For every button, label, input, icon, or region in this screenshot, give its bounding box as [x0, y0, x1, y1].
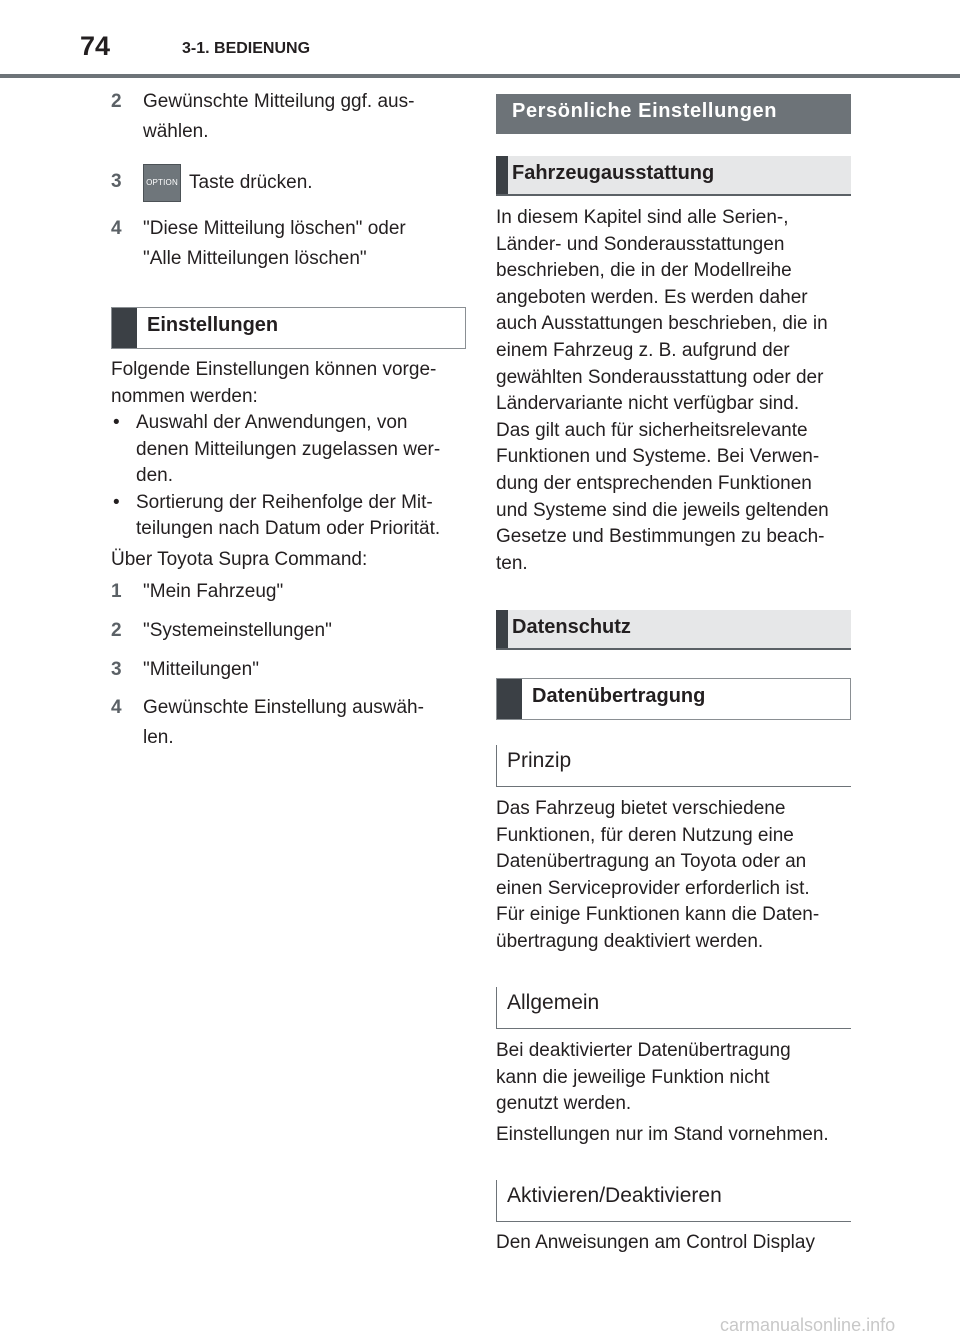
heading-bar: [497, 679, 522, 719]
text-line: angeboten werden. Es werden daher: [496, 286, 808, 308]
heading-bar: [496, 156, 508, 194]
page-header: [0, 0, 960, 80]
text-line: Bei deaktivierter Datenübertragung: [496, 1040, 791, 1061]
text-line: dung der entsprechenden Funktionen: [496, 472, 812, 494]
allgemein-paragraph: [496, 1038, 852, 1118]
step-text-line: Taste drücken.: [189, 172, 313, 194]
text-line: einem Fahrzeug z. B. aufgrund der: [496, 339, 790, 361]
bullet-item: [111, 410, 466, 490]
step-number: 2: [111, 620, 122, 641]
heading-prinzip: [496, 745, 851, 787]
step-number: 3: [111, 171, 122, 192]
watermark: carmanualsonline.info: [720, 1315, 896, 1335]
step-text: "Mitteilungen": [143, 659, 259, 680]
text-line: auch Ausstattungen beschrieben, die in: [496, 313, 828, 335]
step-text: "Systemeinstellungen": [143, 620, 332, 641]
text-line: In diesem Kapitel sind alle Serien-,: [496, 207, 789, 228]
text-line: Das Fahrzeug bietet verschiedene: [496, 798, 786, 819]
page-number: 74: [80, 31, 111, 61]
text-line: ten.: [496, 552, 528, 574]
step-text: [143, 87, 463, 147]
step-text-line: Gewünschte Einstellung auswäh-: [143, 697, 424, 718]
prinzip-paragraph: [496, 796, 852, 956]
step-text-line: "Alle Mitteilungen löschen": [143, 248, 367, 269]
text-line: Ländervariante nicht verfügbar sind.: [496, 393, 800, 415]
via-command-text: Über Toyota Supra Command:: [111, 549, 368, 570]
step-number: 3: [111, 659, 122, 680]
section-title-label: Persönliche Einstellungen: [512, 100, 778, 122]
text-line: denen Mitteilungen zugelassen wer-: [136, 438, 441, 460]
step-text-line: len.: [143, 727, 174, 748]
text-line: • Auswahl der Anwendungen, von: [136, 412, 408, 433]
text-line: übertragung deaktiviert werden.: [496, 930, 764, 952]
allgemein-paragraph-2: Einstellungen nur im Stand vornehmen.: [496, 1124, 829, 1145]
text-line: einen Serviceprovider erforderlich ist.: [496, 877, 810, 899]
step-text-line: Gewünschte Mitteilung ggf. aus-: [143, 91, 415, 112]
step-text: "Mein Fahrzeug": [143, 581, 284, 602]
text-line: kann die jeweilige Funktion nicht: [496, 1066, 770, 1088]
text-line: Für einige Funktionen kann die Daten-: [496, 904, 820, 926]
heading-allgemein: [496, 987, 851, 1029]
text-line: • Sortierung der Reihenfolge der Mit-: [136, 491, 433, 513]
heading-label: Datenschutz: [512, 616, 631, 638]
bullet-item: [111, 490, 466, 543]
text-line: nommen werden:: [111, 385, 258, 407]
heading-label: Fahrzeugausstattung: [512, 162, 715, 184]
chapter-title: 3-1. BEDIENUNG: [182, 40, 311, 57]
heading-datenuebertragung: [496, 678, 851, 720]
text-line: Länder- und Sonderausstattungen: [496, 233, 785, 255]
text-line: Datenübertragung an Toyota oder an: [496, 851, 807, 873]
option-key-icon: OPTION: [143, 164, 181, 202]
step-number: 1: [111, 581, 122, 602]
heading-aktivieren-deaktivieren: [496, 1180, 851, 1222]
text-line: Funktionen, für deren Nutzung eine: [496, 824, 794, 846]
text-line: beschrieben, die in der Modellreihe: [496, 260, 792, 282]
text-line: Das gilt auch für sicherheitsrelevante: [496, 419, 808, 441]
step-number: 4: [111, 218, 122, 239]
step-text: [143, 214, 463, 274]
step-text: [143, 693, 463, 753]
step-text-line: "Diese Mitteilung löschen" oder: [143, 218, 406, 239]
text-line: teilungen nach Datum oder Priorität.: [136, 518, 441, 540]
text-line: den.: [136, 465, 173, 487]
text-line: genutzt werden.: [496, 1093, 632, 1115]
text-line: Gesetze und Bestimmungen zu beach-: [496, 526, 825, 548]
step-text: [143, 164, 463, 202]
text-line: Funktionen und Systeme. Bei Verwen-: [496, 446, 820, 468]
aktivieren-paragraph: Den Anweisungen am Control Display: [496, 1232, 815, 1253]
text-line: gewählten Sonderausstattung oder der: [496, 366, 824, 388]
step-number: 4: [111, 697, 122, 718]
heading-bar: [496, 610, 508, 648]
heading-bar: [112, 308, 137, 348]
intro-paragraph: [111, 357, 466, 410]
step-number: 2: [111, 91, 122, 112]
heading-einstellungen: [111, 307, 466, 349]
heading-label: Datenübertragung: [532, 685, 706, 707]
heading-label: Einstellungen: [147, 314, 279, 336]
step-text-line: wählen.: [143, 121, 209, 142]
heading-fahrzeugausstattung: [496, 156, 851, 196]
heading-datenschutz: [496, 610, 851, 650]
heading-label: Aktivieren/Deaktivieren: [507, 1184, 722, 1207]
section-title-persoenliche-einstellungen: [496, 94, 851, 134]
fahrzeugausstattung-paragraph: [496, 205, 852, 577]
header-rule: [0, 74, 960, 78]
settings-bullet-list: [111, 410, 466, 543]
text-line: und Systeme sind die jeweils geltenden: [496, 499, 829, 521]
text-line: Folgende Einstellungen können vorge-: [111, 359, 437, 380]
heading-label: Allgemein: [507, 991, 600, 1014]
heading-label: Prinzip: [507, 749, 572, 772]
